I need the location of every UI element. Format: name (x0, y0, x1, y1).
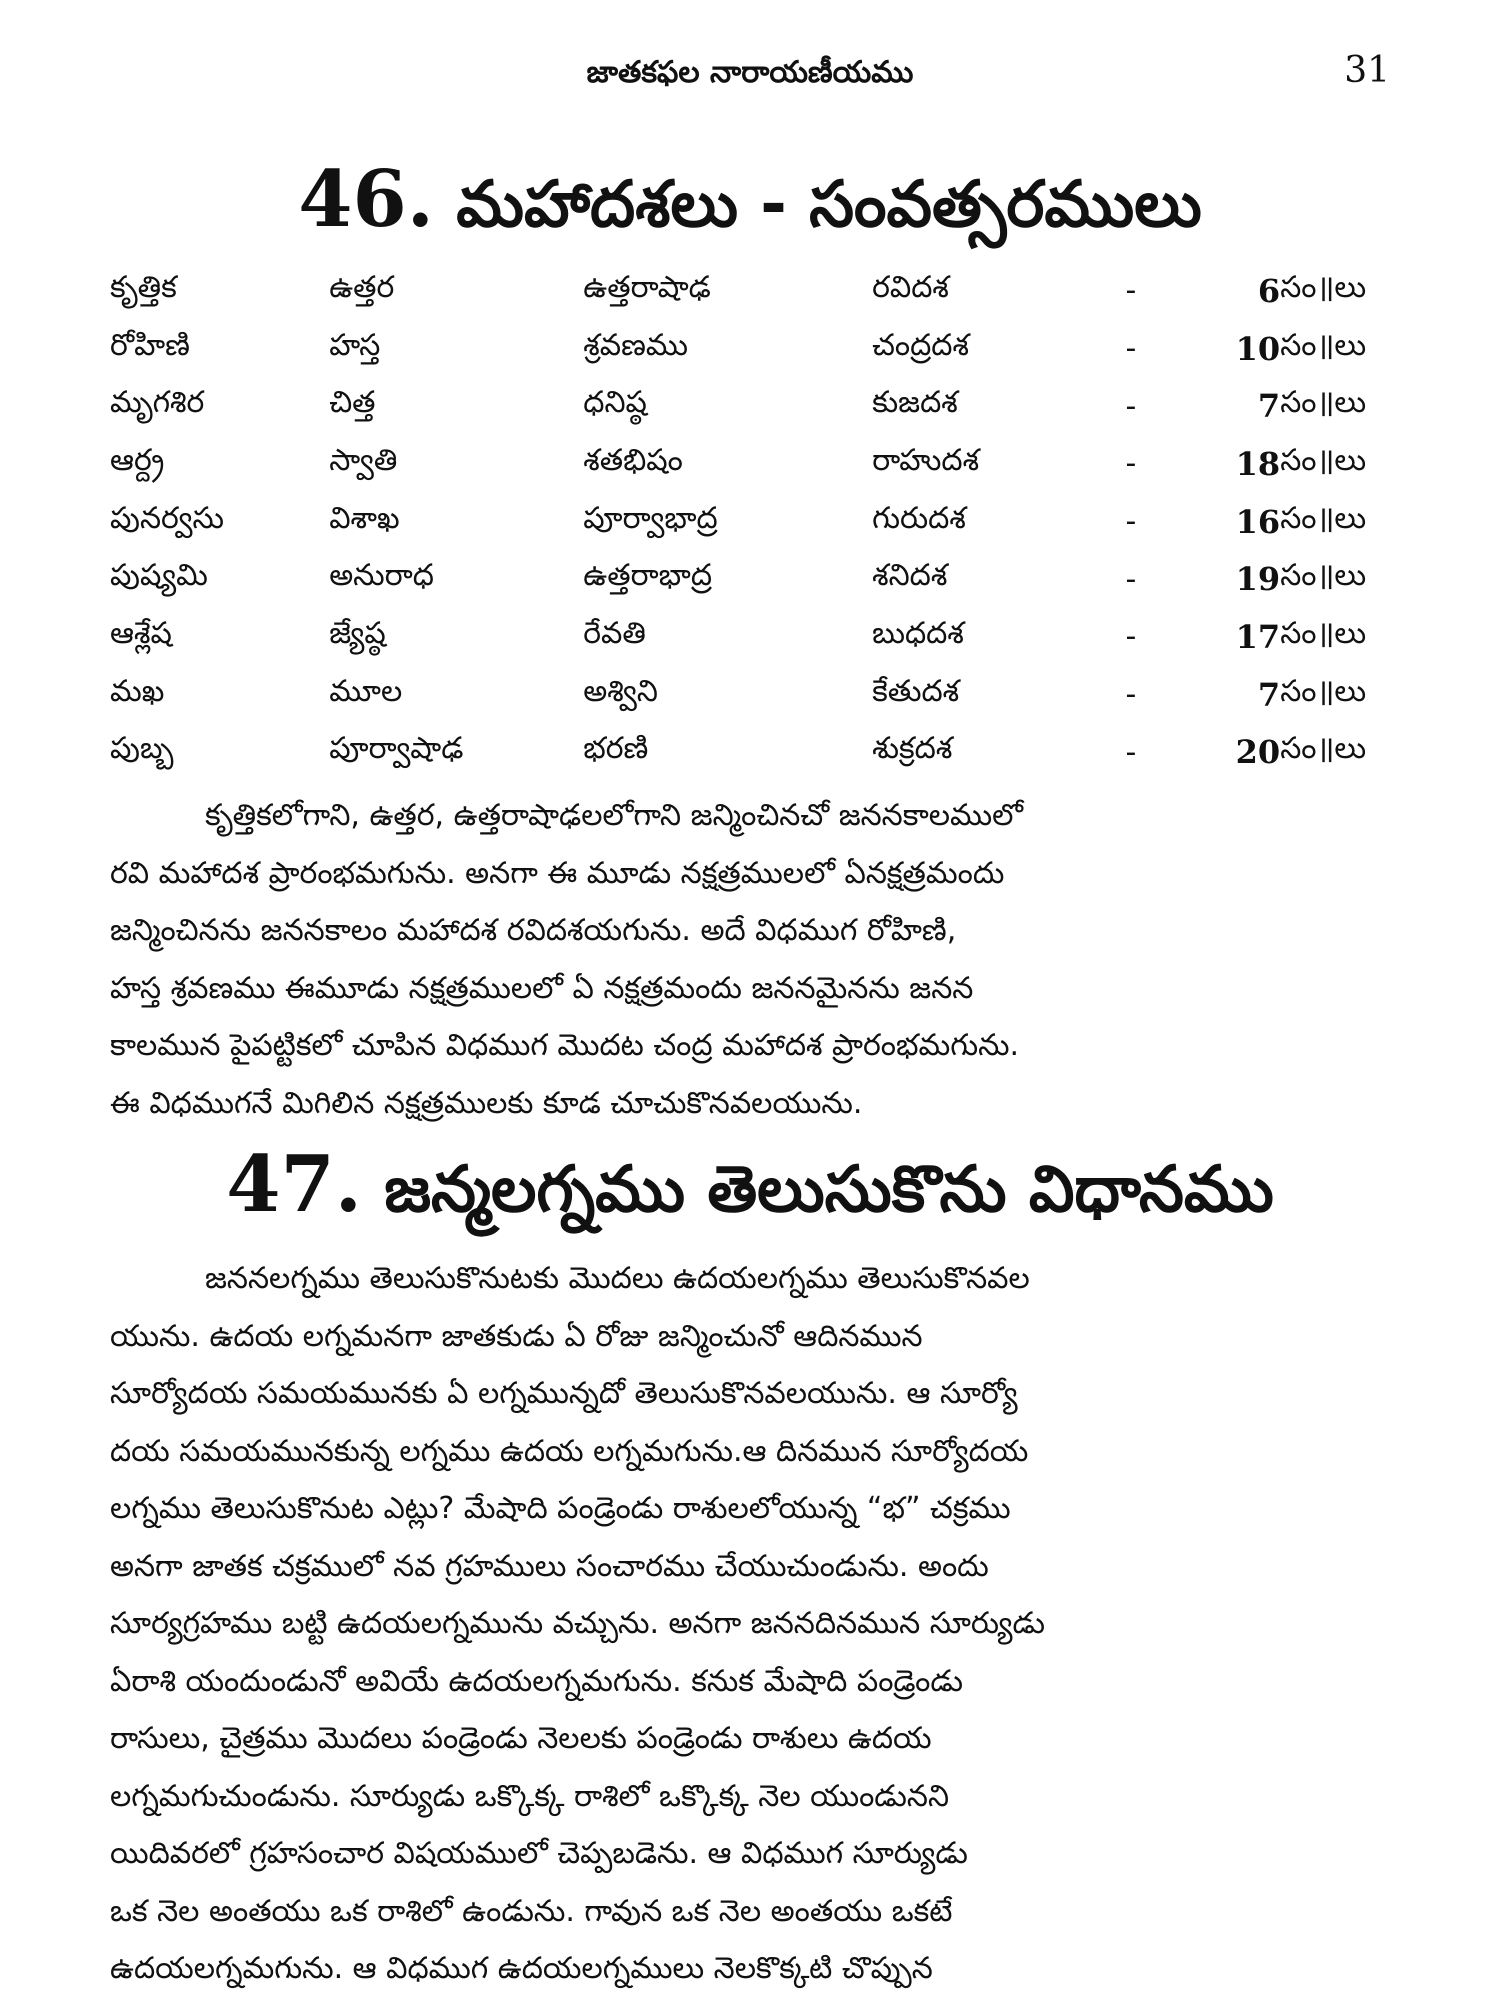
dasha-name-cell: కుజదశ (872, 385, 958, 421)
nakshatra-1-cell: పునర్వసు (110, 500, 224, 536)
section-46-number: 46. (298, 154, 434, 245)
table-row (110, 377, 1400, 435)
dash-cell: - (1125, 677, 1137, 713)
nakshatra-3-cell: శతభిషం (583, 442, 683, 478)
nakshatra-2-cell: విశాఖ (329, 500, 400, 536)
unit-cell: సం॥లు (1280, 615, 1367, 651)
paragraph-line: లగ్నమగుచుండును. సూర్యుడు ఒక్కొక్క రాశిలో ఒక్కొక్క నెల యుండునని (110, 1778, 950, 1814)
page-number: 31 (1344, 50, 1390, 91)
table-row (110, 320, 1400, 378)
dash-cell: - (1125, 504, 1137, 540)
paragraph-line: యిదివరలో గ్రహసంచార విషయములో చెప్పబడెను. ఆ విధముగ సూర్యుడు (110, 1836, 968, 1871)
table-row (110, 608, 1400, 666)
nakshatra-3-cell: ఉత్తరాభాద్ర (583, 558, 712, 594)
table-row (110, 493, 1400, 551)
nakshatra-2-cell: జ్యేష్ఠ (329, 615, 386, 651)
nakshatra-3-cell: రేవతి (583, 615, 646, 651)
paragraph-line: సూర్యోదయ సమయమునకు ఏ లగ్నమున్నదో తెలుసుకొనవలయును. ఆ సూర్యో (110, 1376, 1018, 1411)
section-47-heading (0, 1139, 1500, 1230)
paragraph-line: రవి మహాదశ ప్రారంభమగును. అనగా ఈ మూడు నక్షత్రములలో ఏనక్షత్రమందు (110, 855, 1005, 891)
section-47-title: జన్మలగ్నము తెలుసుకొను విధానము (384, 1153, 1274, 1227)
running-title: జాతకఫల నారాయణీయము (586, 55, 914, 90)
unit-cell: సం॥లు (1280, 442, 1367, 478)
paragraph-line: రాసులు, చైత్రము మొదలు పండ్రెండు నెలలకు పండ్రెండు రాశులు ఉదయ (110, 1721, 932, 1756)
section-47-paragraph (110, 1250, 1400, 1998)
paragraph-line: ఉదయలగ్నమగును. ఆ విధముగ ఉదయలగ్నములు నెలకొక్కటి చొప్పున (110, 1951, 933, 1986)
nakshatra-2-cell: మూల (329, 673, 403, 709)
table-row (110, 435, 1400, 493)
mahadasha-table-body (110, 262, 1400, 781)
paragraph-line: లగ్నము తెలుసుకొనుట ఎట్లు? మేషాది పండ్రెండు రాశులలోయున్న “భ” చక్రము (110, 1491, 1011, 1526)
paragraph-line: జననలగ్నము తెలుసుకొనుటకు మొదలు ఉదయలగ్నము తెలుసుకొనవల (205, 1261, 1030, 1296)
nakshatra-3-cell: భరణి (583, 731, 649, 767)
years-cell: 7 (1257, 387, 1281, 426)
unit-cell: సం॥లు (1280, 269, 1367, 305)
nakshatra-3-cell: ధనిష్ఠ (583, 385, 647, 421)
dash-cell: - (1125, 273, 1137, 309)
table-row (110, 724, 1400, 782)
nakshatra-1-cell: రోహిణి (110, 327, 190, 363)
dasha-name-cell: శనిదశ (872, 558, 948, 594)
dasha-name-cell: గురుదశ (872, 500, 966, 536)
dash-cell: - (1125, 388, 1137, 424)
nakshatra-1-cell: మృగశిర (110, 385, 205, 421)
paragraph-line: కాలమున పైపట్టికలో చూపిన విధముగ మొదట చంద్ర మహాదశ ప్రారంభమగును. (110, 1028, 1020, 1063)
section-46-title: మహాదశలు - సంవత్సరములు (456, 168, 1202, 242)
section-46-heading (0, 154, 1500, 245)
years-cell: 17 (1235, 617, 1281, 656)
dasha-name-cell: రవిదశ (872, 269, 949, 305)
nakshatra-1-cell: ఆర్ద్ర (110, 442, 165, 478)
unit-cell: సం॥లు (1280, 500, 1367, 536)
dash-cell: - (1125, 734, 1137, 770)
years-cell: 19 (1235, 560, 1281, 599)
nakshatra-2-cell: హస్త (329, 327, 381, 363)
mahadasha-table (110, 262, 1400, 781)
nakshatra-2-cell: పూర్వాషాఢ (329, 731, 464, 767)
nakshatra-3-cell: అశ్విని (583, 673, 658, 709)
nakshatra-1-cell: పుష్యమి (110, 558, 208, 594)
nakshatra-2-cell: స్వాతి (329, 442, 398, 478)
section-46-paragraph (110, 787, 1400, 1132)
nakshatra-3-cell: ఉత్తరాషాఢ (583, 269, 711, 305)
paragraph-line: జన్మించినను జననకాలం మహాదశ రవిదశయగును. అదే విధముగ రోహిణి, (110, 913, 957, 948)
unit-cell: సం॥లు (1280, 327, 1367, 363)
dash-cell: - (1125, 331, 1137, 367)
years-cell: 16 (1235, 502, 1281, 541)
dasha-name-cell: శుక్రదశ (872, 731, 953, 767)
paragraph-line: సూర్యగ్రహము బట్టి ఉదయలగ్నమును వచ్చును. అనగా జననదినమున సూర్యుడు (110, 1606, 1046, 1641)
nakshatra-1-cell: ఆశ్లేష (110, 615, 172, 651)
paragraph-line: దయ సమయమునకున్న లగ్నము ఉదయ లగ్నమగును.ఆ దినమున సూర్యోదయ (110, 1433, 1029, 1469)
paragraph-line: హస్త శ్రవణము ఈమూడు నక్షత్రములలో ఏ నక్షత్రమందు జననమైనను జనన (110, 970, 974, 1006)
nakshatra-1-cell: పుబ్బ (110, 731, 174, 767)
unit-cell: సం॥లు (1280, 673, 1367, 709)
paragraph-line: ఏరాశి యందుండునో అవియే ఉదయలగ్నమగును. కనుక మేషాది పండ్రెండు (110, 1663, 963, 1699)
unit-cell: సం॥లు (1280, 385, 1367, 421)
years-cell: 20 (1235, 733, 1281, 772)
dasha-name-cell: కేతుదశ (872, 673, 960, 709)
paragraph-line: కృత్తికలోగాని, ఉత్తర, ఉత్తరాషాఢలలోగాని జన్మించినచో జననకాలములో (205, 798, 1024, 833)
nakshatra-3-cell: పూర్వాభాద్ర (583, 500, 718, 536)
dasha-name-cell: చంద్రదశ (872, 327, 969, 363)
dasha-name-cell: రాహుదశ (872, 442, 980, 478)
table-row (110, 262, 1400, 320)
paragraph-line: యును. ఉదయ లగ్నమనగా జాతకుడు ఏ రోజు జన్మించునో ఆదినమున (110, 1318, 923, 1354)
nakshatra-2-cell: అనురాధ (329, 558, 434, 594)
nakshatra-1-cell: మఖ (110, 673, 165, 709)
nakshatra-3-cell: శ్రవణము (583, 327, 688, 363)
years-cell: 7 (1257, 675, 1281, 714)
paragraph-line: ఒక నెల అంతయు ఒక రాశిలో ఉండును. గావున ఒక నెల అంతయు ఒకటే (110, 1893, 953, 1929)
table-row (110, 550, 1400, 608)
table-row (110, 666, 1400, 724)
years-cell: 10 (1235, 329, 1281, 368)
unit-cell: సం॥లు (1280, 558, 1367, 594)
years-cell: 6 (1257, 271, 1281, 310)
years-cell: 18 (1235, 444, 1281, 483)
dash-cell: - (1125, 619, 1137, 655)
nakshatra-2-cell: ఉత్తర (329, 269, 395, 305)
section-47-number: 47. (226, 1139, 362, 1230)
nakshatra-2-cell: చిత్త (329, 385, 376, 421)
paragraph-line: ఈ విధముగనే మిగిలిన నక్షత్రములకు కూడ చూచుకొనవలయును. (110, 1085, 863, 1121)
dasha-name-cell: బుధదశ (872, 615, 964, 651)
dash-cell: - (1125, 561, 1137, 597)
paragraph-line: అనగా జాతక చక్రములో నవ గ్రహములు సంచారము చేయుచుండును. అందు (110, 1548, 989, 1584)
nakshatra-1-cell: కృత్తిక (110, 269, 177, 305)
unit-cell: సం॥లు (1280, 731, 1367, 767)
dash-cell: - (1125, 446, 1137, 482)
